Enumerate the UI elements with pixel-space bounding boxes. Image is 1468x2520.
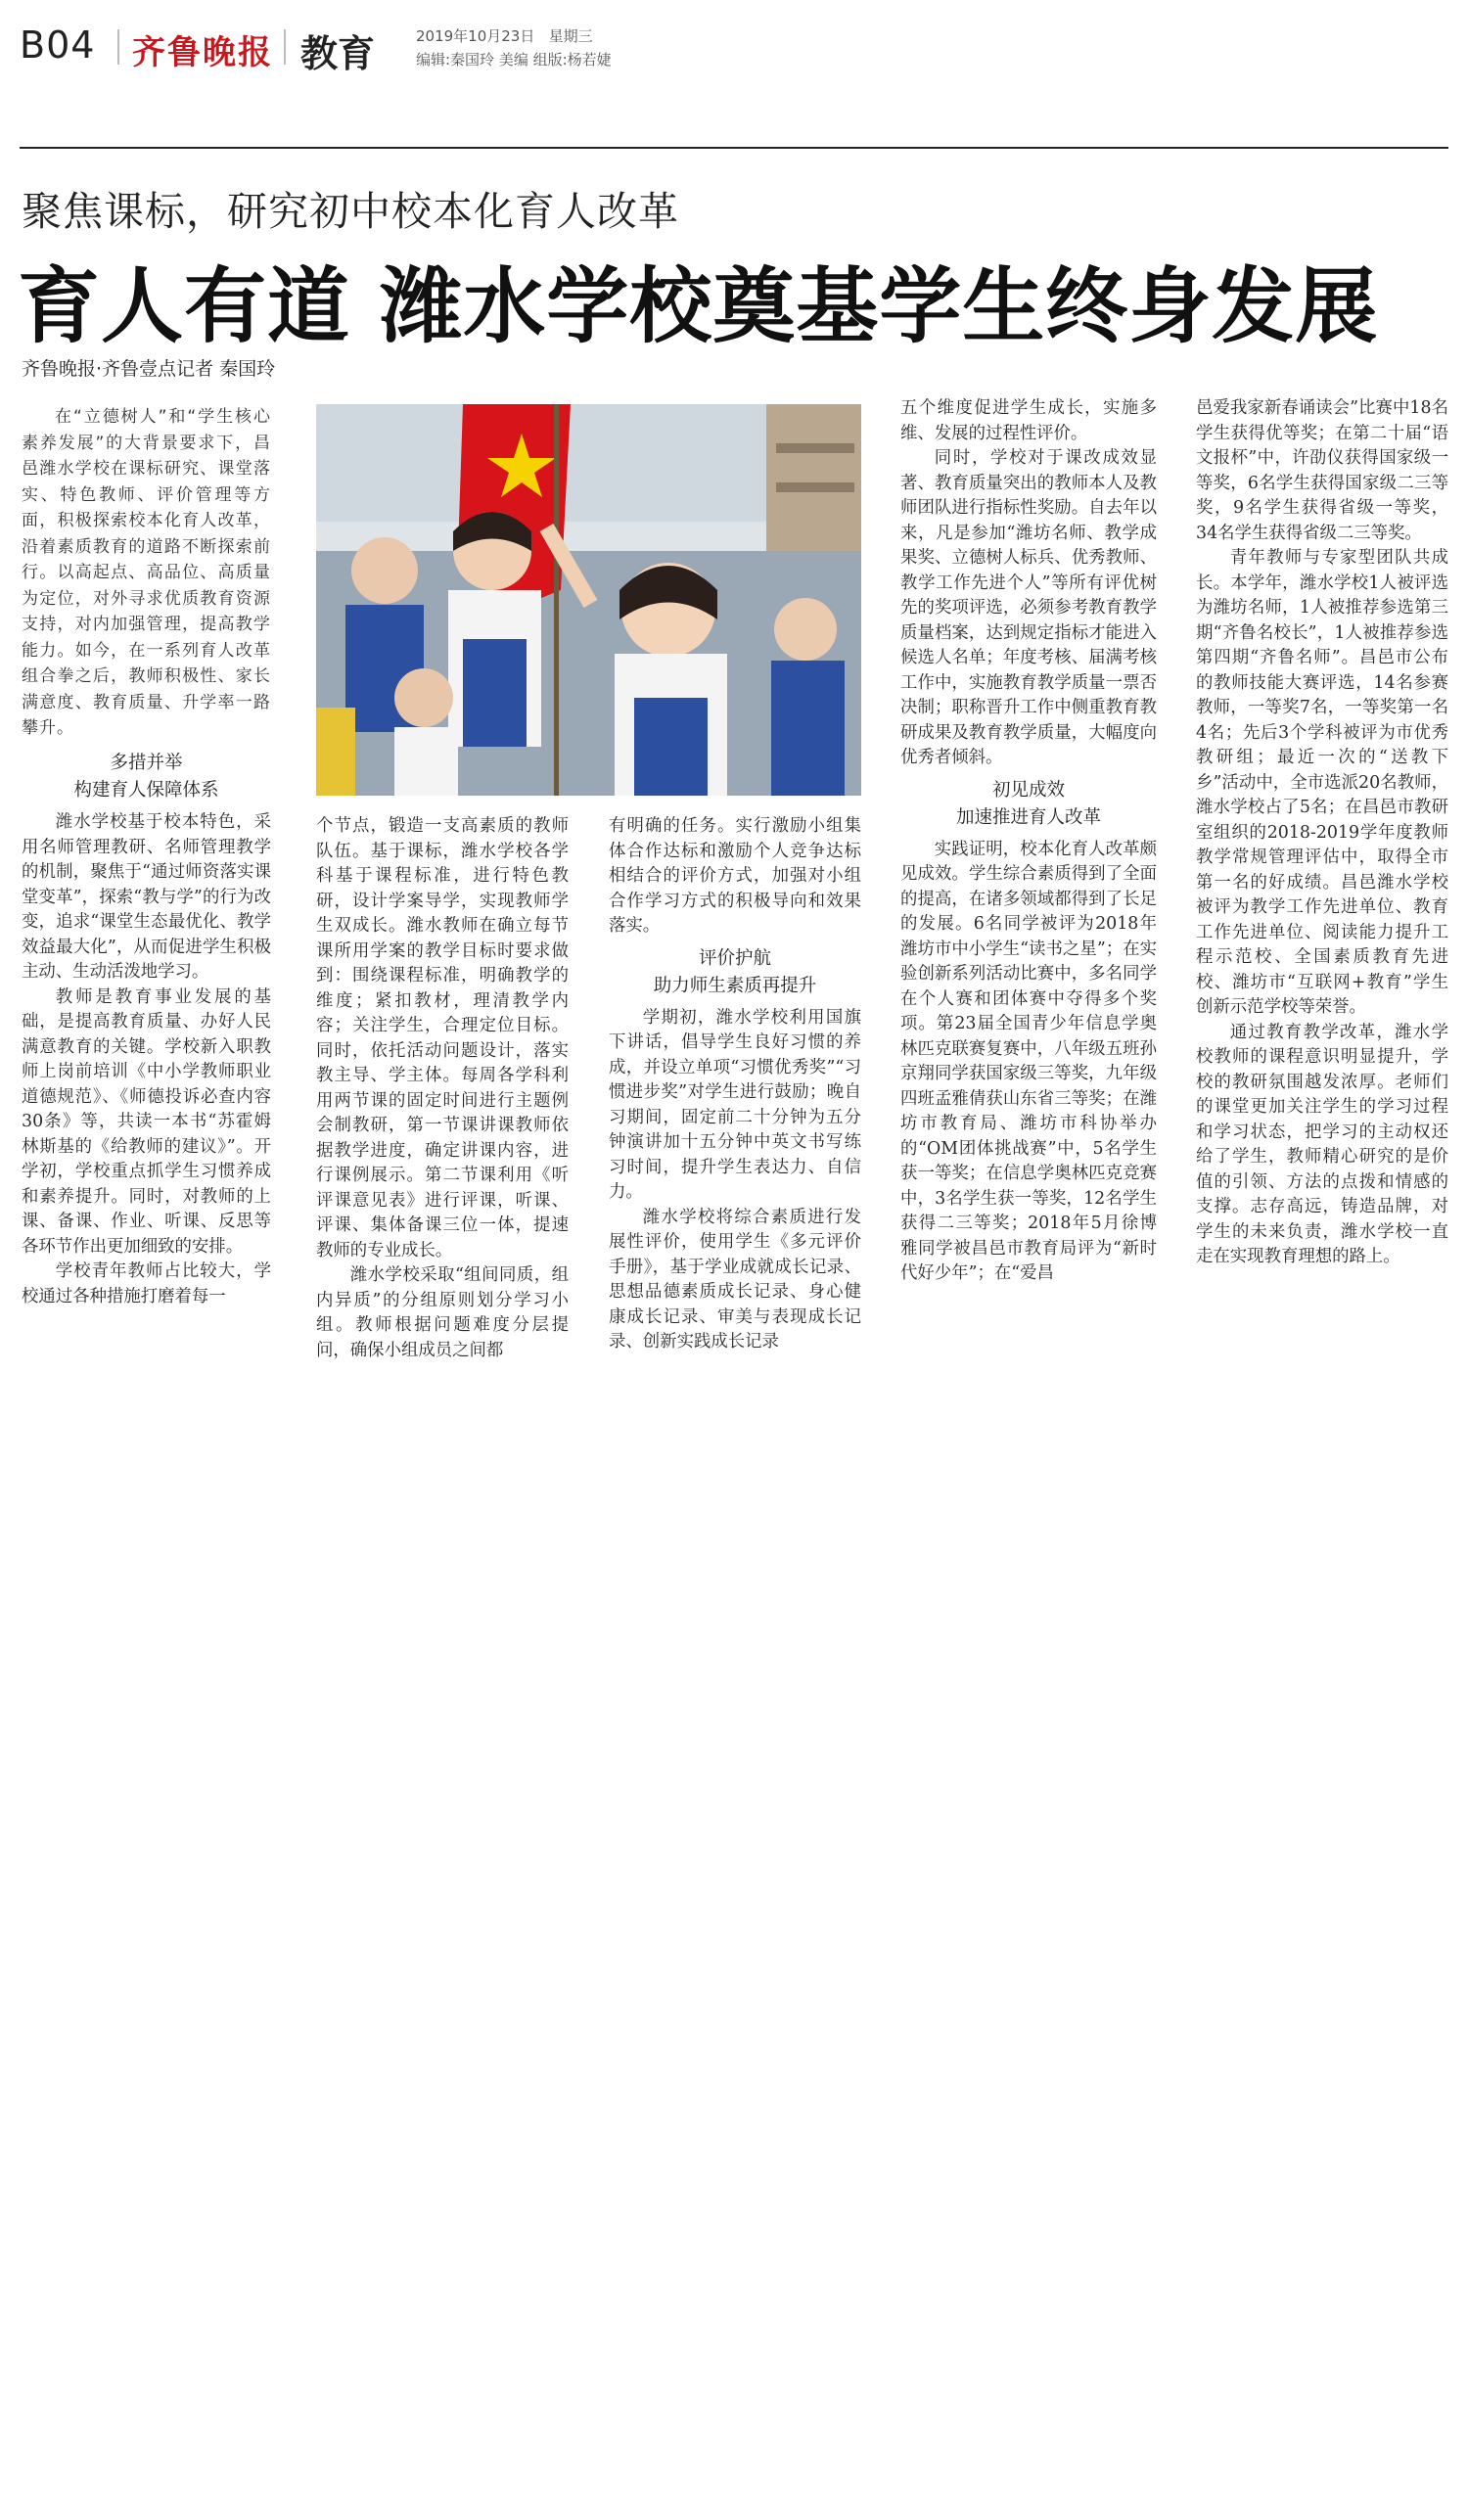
credits: 编辑:秦国玲 美编 组版:杨若婕 xyxy=(416,51,612,69)
paragraph: 实践证明，校本化育人改革颇见成效。学生综合素质得到了全面的提高，在诸多领域都得到了长足的发展。6名同学被评为2018年潍坊市中小学生“读书之星”；在实验创新系列活动比赛中，多名同学在个人赛和团体赛中夺得多个奖项。第23届全国青少年信息学奥林匹克联赛复赛中，八年级五班孙京翔同学获国家级三等奖，九年级四班孟雅倩获山东省三等奖；在潍坊市教育局、潍坊市科协举办的“OM团体挑战赛”中，5名学生获一等奖；在信息学奥林匹克竞赛中，3名学生获一等奖，12名学生获得二三等奖；2018年5月徐博雅同学被昌邑市教育局评为“新时代好少年”；在“爱昌 xyxy=(900,839,1157,1283)
column-3 xyxy=(609,814,861,1355)
section-heading xyxy=(22,750,271,804)
paragraph: 学期初，潍水学校利用国旗下讲话，倡导学生良好习惯的养成，并设立单项“习惯优秀奖”“习惯进步奖”对学生进行鼓励；晚自习期间，固定前二十分钟为五分钟演讲加十五分钟中英文书写练习时间，提升学生表达力、自信力。 xyxy=(609,1007,861,1202)
section-heading xyxy=(609,945,861,1000)
divider xyxy=(117,29,119,65)
paragraph: 通过教育教学改革，潍水学校教师的课程意识明显提升，学校的教研氛围越发浓厚。老师们的课堂更加关注学生的学习过程和学习状态，把学习的主动权还给了学生，教师精心研究的是价值的引领、方法的点拨和情感的支撑。志存高远，铸造品牌，对学生的未来负责，潍水学校一直走在实现教育理想的路上。 xyxy=(1196,1022,1448,1266)
column-5 xyxy=(1196,396,1448,1270)
intro-paragraph: 在“立德树人”和“学生核心素养发展”的大背景要求下，昌邑潍水学校在课标研究、课堂落实、特色教师、评价管理等方面，积极探索校本化育人改革，沿着素质教育的道路不断探索前行。以高起点、高品位、高质量为定位，对外寻求优质教育资源支持，对内加强管理，提高教学能力。如今，在一系列育人改革组合拳之后，教师积极性、家长满意度、教育质量、升学率一路攀升。 xyxy=(22,407,271,738)
column-1 xyxy=(22,744,271,1309)
students-waving-flag-icon xyxy=(316,404,861,796)
paragraph: 潍水学校采取“组间同质，组内异质”的分组原则划分学习小组。教师根据问题难度分层提问，确保小组成员之间都 xyxy=(316,1265,569,1360)
intro-column xyxy=(22,404,271,742)
paragraph: 潍水学校基于校本特色，采用名师管理教研、名师管理教学的机制，聚焦于“通过师资落实课堂变革”，探索“教与学”的行为改变，追求“课堂生态最优化、教学效益最大化”，从而促进学生积极主动、生动活泼地学习。 xyxy=(22,812,271,982)
header-rule xyxy=(20,147,1448,149)
paragraph: 教师是教育事业发展的基础，是提高教育质量、办好人民满意教育的关键。学校新入职教师上岗前培训《中小学教师职业道德规范》、《师德投诉必查内容30条》等，共读一本书“苏霍姆林斯基的《给教师的建议》”。开学初，学校重点抓学生习惯养成和素养提升。同时，对教师的上课、备课、作业、听课、反思等各环节作出更加细致的安排。 xyxy=(22,986,271,1257)
paragraph: 五个维度促进学生成长，实施多维、发展的过程性评价。 xyxy=(900,398,1157,443)
section-heading xyxy=(900,777,1157,832)
divider xyxy=(284,29,286,65)
masthead xyxy=(20,18,1448,76)
newspaper-logo: 齐鲁晚报 xyxy=(132,33,273,72)
column-2 xyxy=(316,814,569,1363)
section-heading-line1: 初见成效 xyxy=(991,779,1065,801)
paragraph: 个节点，锻造一支高素质的教师队伍。基于课标，潍水学校各学科基于课程标准，进行特色教研，设计学案导学，实现教师学生双成长。潍水教师在确立每节课所用学案的教学目标时要求做到：围绕课程标准，明确教学的维度；紧扣教材，理清教学内容；关注学生，合理定位目标。同时，依托活动问题设计，落实教主导、学主体。每周各学科利用两节课的固定时间进行主题例会制教研，第一节课讲课教师依据教学进度，确定讲课内容，进行课例展示。第二节课利用《听评课意见表》进行评课，听课、评课、集体备课三位一体，提速教师的专业成长。 xyxy=(316,816,569,1260)
article-photo xyxy=(316,404,861,796)
date: 2019年10月23日 xyxy=(416,27,535,45)
section-heading-line2: 加速推进育人改革 xyxy=(955,806,1101,828)
section-heading-line1: 评价护航 xyxy=(698,947,771,969)
article-headline: 育人有道 潍水学校奠基学生终身发展 xyxy=(18,258,1379,354)
column-4 xyxy=(900,396,1157,1287)
paragraph: 邑爱我家新春诵读会”比赛中18名学生获得优等奖；在第二十届“语文报杯”中，许劭仪获得国家级一等奖，6名学生获得国家级二三等奖，9名学生获得省级一等奖，34名学生获得省级二三等奖。 xyxy=(1196,398,1448,543)
article-byline: 齐鲁晚报·齐鲁壹点记者 秦国玲 xyxy=(22,358,276,380)
paragraph: 学校青年教师占比较大，学校通过各种措施打磨着每一 xyxy=(22,1261,271,1306)
section-name: 教育 xyxy=(300,32,376,75)
paragraph: 青年教师与专家型团队共成长。本学年，潍水学校1人被评选为潍坊名师，1人被推荐参选第三期“齐鲁名校长”，1人被推荐参选第四期“齐鲁名师”。昌邑市公布的教师技能大赛评选，14名参赛教师，一等奖7名，一等奖第一名4名；先后3个学科被评为市优秀教研组；最近一次的“送教下乡”活动中，全市选派20名教师，潍水学校占了5名；在昌邑市教研室组织的2018-2019学年度教师教学常规管理评估中，取得全市第一名的好成绩。昌邑潍水学校被评为教学工作先进单位、教育工作先进单位、阅读能力提升工程示范校、全国素质教育先进校、潍坊市“互联网+教育”学生创新示范学校等荣誉。 xyxy=(1196,548,1448,1017)
paragraph: 同时，学校对于课改成效显著、教育质量突出的教师本人及教师团队进行指标性奖励。自去年以来，凡是参加“潍坊名师、教学成果奖、立德树人标兵、优秀教师、教学工作先进个人”等所有评优树先的奖项评选，必须参考教育教学质量档案，达到规定指标才能进入候选人名单；年度考核、届满考核工作中，实施教育教学质量一票否决制；职称晋升工作中侧重教育教研成果及教育教学质量，大幅度向优秀者倾斜。 xyxy=(900,448,1157,767)
weekday: 星期三 xyxy=(548,27,593,45)
section-heading-line1: 多措并举 xyxy=(110,753,183,773)
paragraph: 有明确的任务。实行激励小组集体合作达标和激励个人竞争达标相结合的评价方式，加强对小组合作学习方式的积极导向和效果落实。 xyxy=(609,816,861,936)
paragraph: 潍水学校将综合素质进行发展性评价，使用学生《多元评价手册》，基于学业成就成长记录、思想品德素质成长记录、身心健康成长记录、审美与表现成长记录、创新实践成长记录 xyxy=(609,1207,861,1352)
page-number: B04 xyxy=(20,23,96,67)
section-heading-line2: 构建育人保障体系 xyxy=(73,780,219,801)
article-subhead: 聚焦课标，研究初中校本化育人改革 xyxy=(22,188,679,235)
section-heading-line2: 助力师生素质再提升 xyxy=(653,975,817,996)
date-line xyxy=(416,25,593,46)
